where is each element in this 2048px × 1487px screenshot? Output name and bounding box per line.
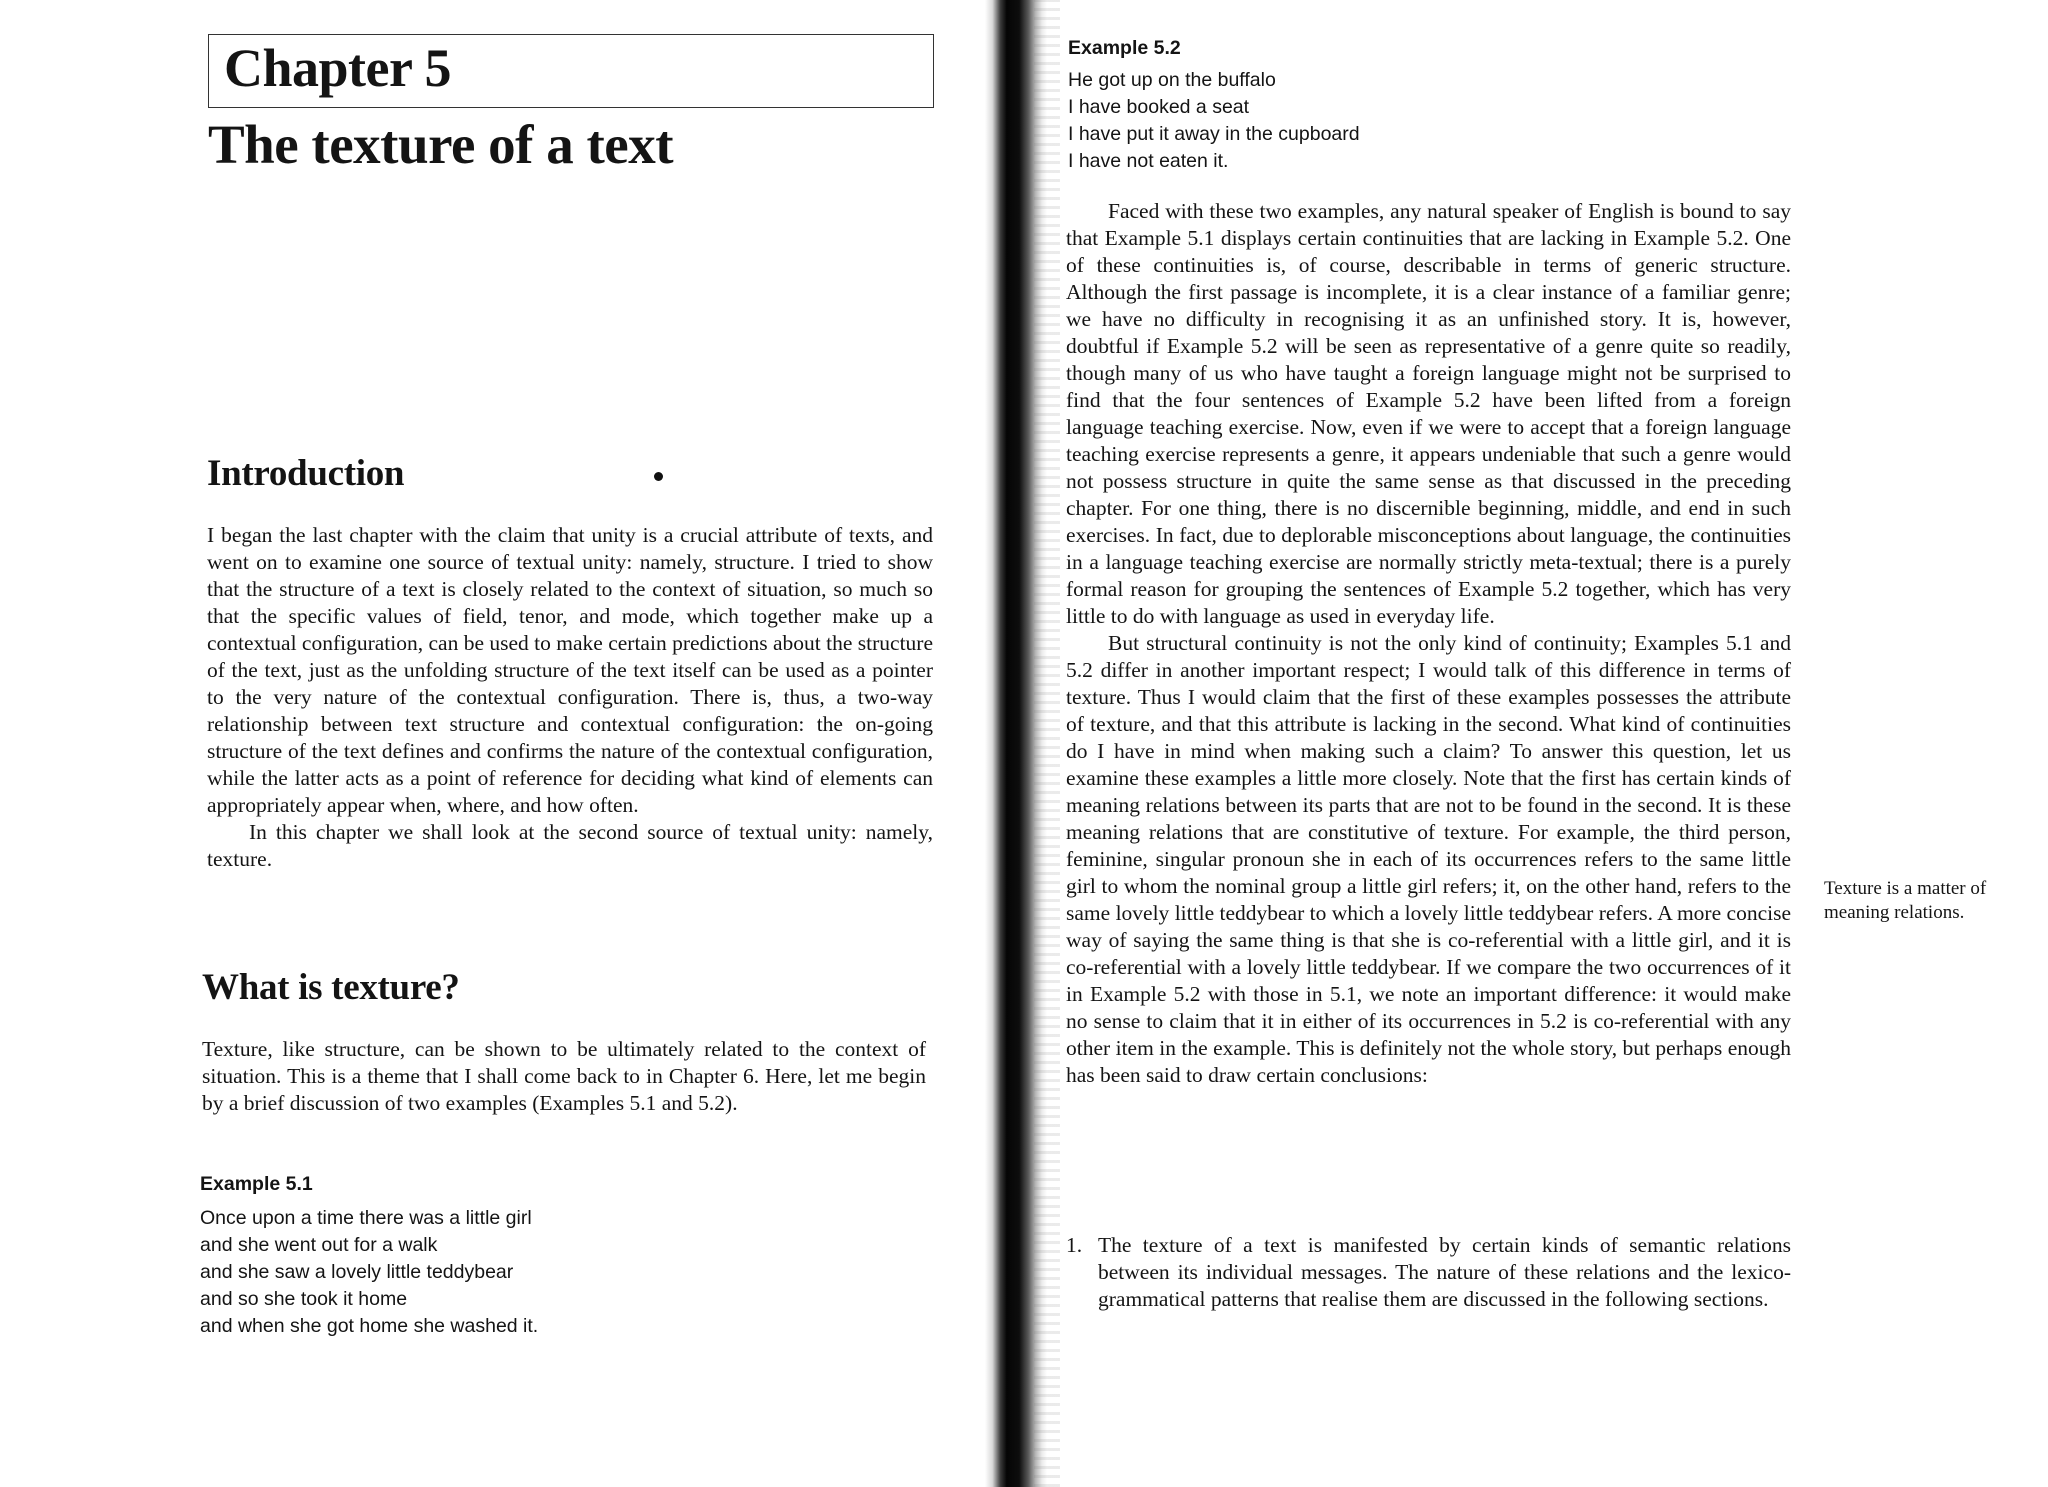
- example-line: I have not eaten it.: [1068, 150, 1229, 172]
- body-paragraph-2: But structural continuity is not the only kind of continuity; Examples 5.1 and 5.2 differ in another important respect; I would talk of this difference in terms of texture. Thus I would claim that the first of these examples possesses the attribute of texture, and that this attribute is lacking in the second. What kind of continuities do I have in mind when making such a claim? To answer this question, let us examine these examples a little more closely. Note that the first has certain kinds of meaning relations between its parts that are not to be found in the second. It is these meaning relations that are constitutive of texture. For example, the third person, feminine, singular pronoun she in each of its occurrences refers to the same little girl to whom the nominal group a little girl refers; it, on the other hand, refers to the same lovely little teddybear to which a lovely little teddybear refers. A more concise way of saying the same thing is that she is co-referential with a little girl, and it is co-referential with a lovely little teddybear. If we compare the two occurrences of it in Example 5.2 with those in 5.1, we note an important difference: it would make no sense to claim that it in either of its occurrences in 5.2 is co-referential with any other item in the example. This is definitely not the whole story, but perhaps enough has been said to draw certain conclusions:: [1066, 631, 1791, 1087]
- item-text: The texture of a text is manifested by certain kinds of semantic relations between its individual messages. The nature of these relations and the lexico-grammatical patterns that realise them are discussed in the following sections.: [1098, 1233, 1791, 1311]
- what-is-texture-body: [202, 1036, 926, 1117]
- example-line: and she went out for a walk: [200, 1234, 438, 1256]
- chapter-title: The texture of a text: [208, 114, 674, 175]
- example-5-1-heading: Example 5.1: [200, 1173, 313, 1195]
- example-line: and when she got home she washed it.: [200, 1315, 539, 1337]
- margin-note: Texture is a matter of meaning relations.: [1824, 878, 1987, 923]
- example-line: He got up on the buffalo: [1068, 69, 1276, 91]
- introduction-paragraph-2: In this chapter we shall look at the second source of textual unity: namely, texture.: [207, 820, 933, 871]
- example-5-2-heading: Example 5.2: [1068, 37, 1181, 59]
- what-is-texture-heading: What is texture?: [202, 967, 460, 1008]
- stray-dot: [654, 472, 663, 481]
- numbered-item-1: [1066, 1232, 1791, 1313]
- body-paragraph-1: Faced with these two examples, any natural speaker of English is bound to say that Example 5.1 displays certain continuities that are lacking in Example 5.2. One of these continuities is, of course, describable in terms of generic structure. Although the first passage is incomplete, it is a clear instance of a familiar genre; we have no difficulty in recognising it as an unfinished story. It is, however, doubtful if Example 5.2 will be seen as representative of a genre quite so readily, though many of us who have taught a foreign language might not be surprised to find that the four sentences of Example 5.2 have been lifted from a foreign language teaching exercise. Now, even if we were to accept that a foreign language teaching exercise represents a genre, it appears undeniable that such a genre would not possess structure in quite the same sense as that discussed in the preceding chapter. For one thing, there is no discernible beginning, middle, and end in such exercises. In fact, due to deplorable misconceptions about language, the continuities in a language teaching exercise are normally strictly meta-textual; there is a purely formal reason for grouping the sentences of Example 5.2 together, which has very little to do with language as used in everyday life.: [1066, 199, 1791, 628]
- example-line: and she saw a lovely little teddybear: [200, 1261, 514, 1283]
- example-line: I have booked a seat: [1068, 96, 1250, 118]
- introduction-body: [207, 522, 933, 873]
- example-5-1-lines: [200, 1205, 538, 1340]
- example-line: and so she took it home: [200, 1288, 408, 1310]
- right-page-body: [1066, 198, 1791, 1089]
- what-is-texture-paragraph: Texture, like structure, can be shown to be ultimately related to the context of situation. This is a theme that I shall come back to in Chapter 6. Here, let me begin by a brief discussion of two examples (Examples 5.1 and 5.2).: [202, 1037, 926, 1115]
- item-number: 1.: [1066, 1233, 1083, 1257]
- example-5-2-lines: [1068, 67, 1360, 175]
- introduction-paragraph-1: I began the last chapter with the claim that unity is a crucial attribute of texts, and went on to examine one source of textual unity: namely, structure. I tried to show that the structure of a text is closely related to the context of situation, so much so that the specific values of field, tenor, and mode, which together make up a contextual configuration, can be used to make certain predictions about the structure of the text, just as the unfolding structure of the text itself can be used as a pointer to the very nature of the contextual configuration. There is, thus, a two-way relationship between text structure and contextual configuration: the on-going structure of the text defines and confirms the nature of the contextual configuration, while the latter acts as a point of reference for deciding what kind of elements can appropriately appear when, where, and how often.: [207, 523, 933, 817]
- introduction-heading: Introduction: [207, 453, 405, 494]
- example-line: I have put it away in the cupboard: [1068, 123, 1360, 145]
- example-line: Once upon a time there was a little girl: [200, 1207, 532, 1229]
- chapter-label: Chapter 5: [224, 38, 452, 98]
